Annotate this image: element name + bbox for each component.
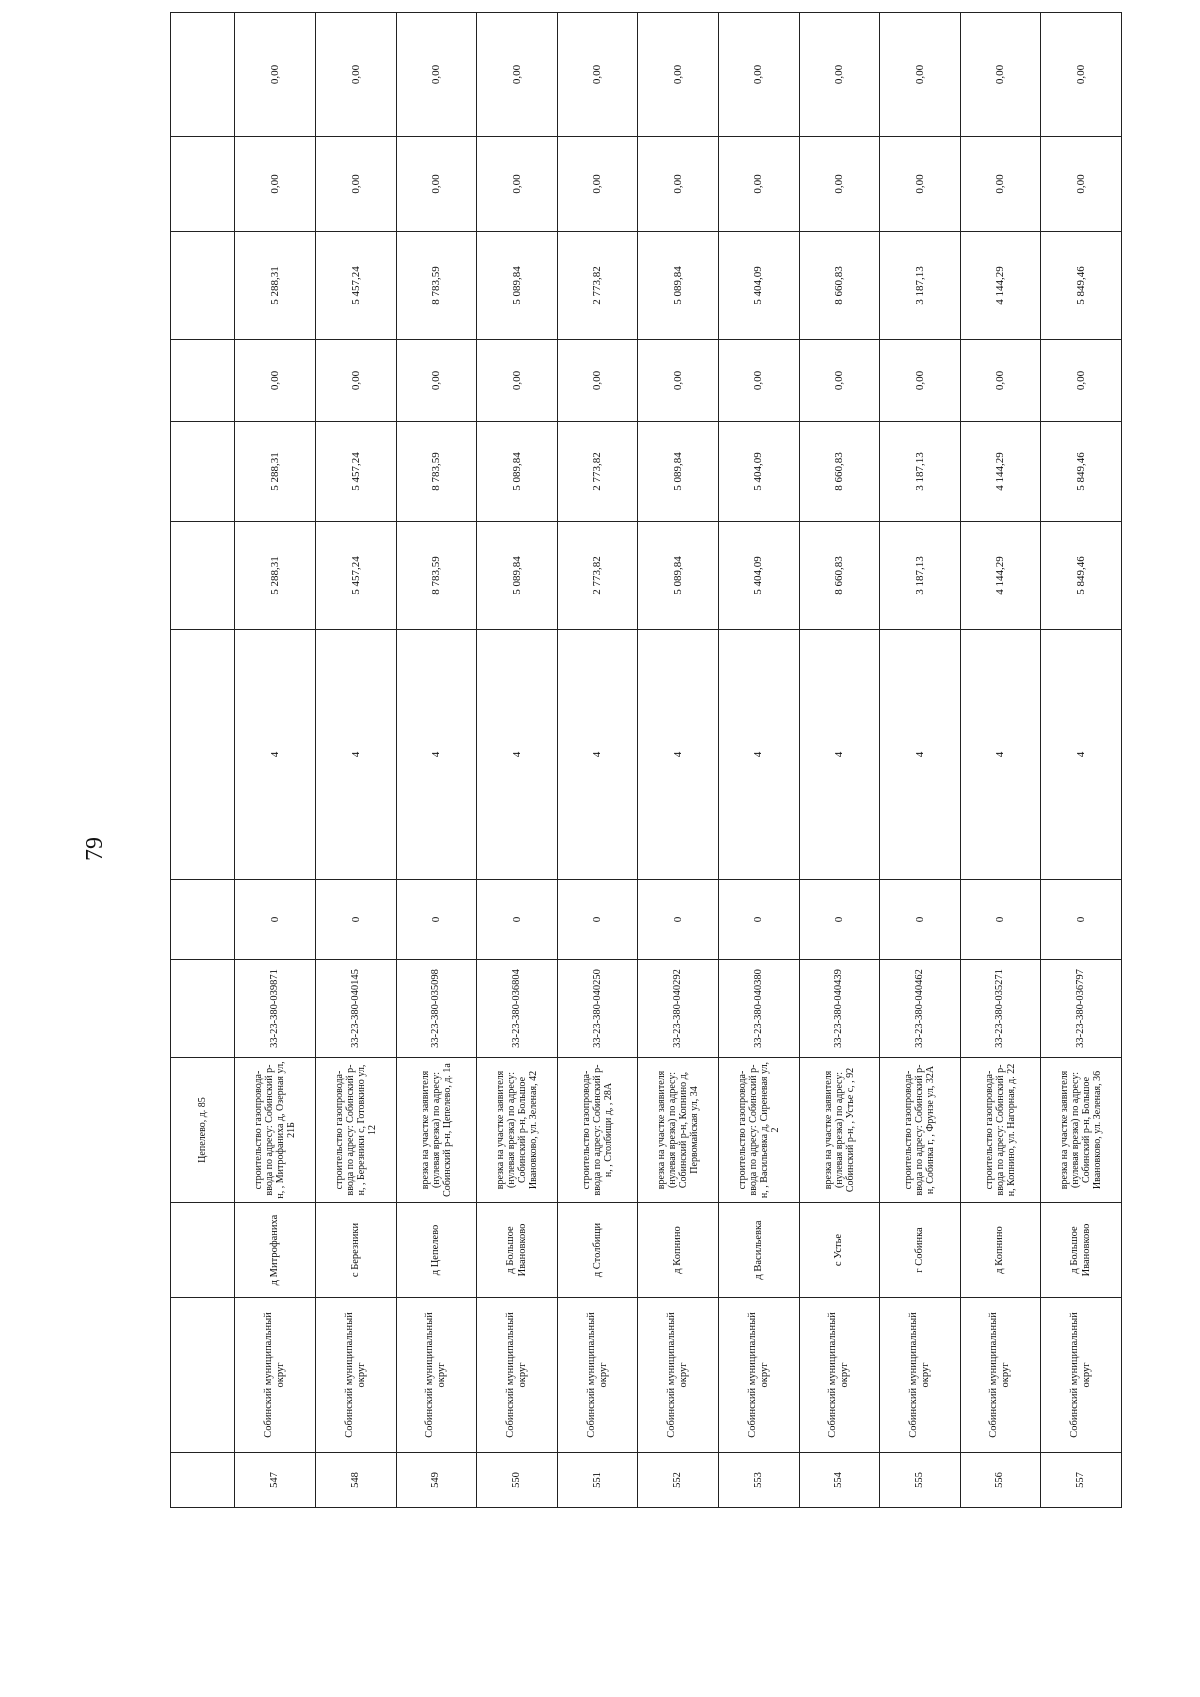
cell-code: 33-23-380-039871 bbox=[235, 960, 316, 1058]
cell-c8 bbox=[171, 522, 235, 630]
cell-c8: 4 144,29 bbox=[960, 522, 1041, 630]
cell-c12: 0,00 bbox=[316, 137, 397, 232]
cell-c6: 0 bbox=[235, 880, 316, 960]
cell-c12 bbox=[171, 137, 235, 232]
cell-c7: 4 bbox=[477, 630, 558, 880]
cell-c13: 0,00 bbox=[718, 13, 799, 137]
table-row bbox=[235, 13, 316, 1508]
table-row bbox=[799, 13, 880, 1508]
cell-c8: 8 783,59 bbox=[396, 522, 477, 630]
cell-settlement: д Копнино bbox=[638, 1203, 719, 1298]
cell-description: врезка на участке заявителя (нулевая врезка) по адресу: Собинский р-н, Копнино д, Первомайская ул, 34 bbox=[638, 1058, 719, 1203]
page-number: 79 bbox=[82, 837, 108, 861]
cell-c10: 0,00 bbox=[1041, 340, 1122, 422]
cell-district: Собинский муниципальный округ bbox=[235, 1298, 316, 1453]
cell-description: строительство газопровода-ввода по адресу: Собинский р-н, , Березники с, Готовкино ул, 12 bbox=[316, 1058, 397, 1203]
cell-no: 547 bbox=[235, 1453, 316, 1508]
cell-c7: 4 bbox=[316, 630, 397, 880]
cell-c8: 8 660,83 bbox=[799, 522, 880, 630]
cell-district: Собинский муниципальный округ bbox=[638, 1298, 719, 1453]
cell-c13: 0,00 bbox=[960, 13, 1041, 137]
cell-no: 556 bbox=[960, 1453, 1041, 1508]
cell-no: 552 bbox=[638, 1453, 719, 1508]
cell-no: 551 bbox=[557, 1453, 638, 1508]
cell-c13: 0,00 bbox=[316, 13, 397, 137]
cell-c6: 0 bbox=[1041, 880, 1122, 960]
cell-c10: 0,00 bbox=[477, 340, 558, 422]
cell-settlement: д Копнино bbox=[960, 1203, 1041, 1298]
cell-c11: 5 089,84 bbox=[638, 232, 719, 340]
table-row bbox=[960, 13, 1041, 1508]
rotated-table-container bbox=[170, 64, 1122, 1508]
cell-no bbox=[171, 1453, 235, 1508]
cell-c6: 0 bbox=[477, 880, 558, 960]
cell-c10: 0,00 bbox=[557, 340, 638, 422]
cell-c9: 4 144,29 bbox=[960, 422, 1041, 522]
cell-c12: 0,00 bbox=[799, 137, 880, 232]
table-row bbox=[316, 13, 397, 1508]
cell-c13: 0,00 bbox=[880, 13, 961, 137]
table-row bbox=[477, 13, 558, 1508]
cell-district: Собинский муниципальный округ bbox=[718, 1298, 799, 1453]
cell-c11: 5 457,24 bbox=[316, 232, 397, 340]
cell-c8: 3 187,13 bbox=[880, 522, 961, 630]
cell-c10 bbox=[171, 340, 235, 422]
cell-settlement: с Березники bbox=[316, 1203, 397, 1298]
cell-c12: 0,00 bbox=[235, 137, 316, 232]
cell-c11: 8 660,83 bbox=[799, 232, 880, 340]
cell-c9: 5 404,09 bbox=[718, 422, 799, 522]
cell-c6: 0 bbox=[638, 880, 719, 960]
cell-c12: 0,00 bbox=[477, 137, 558, 232]
cell-description: строительство газопровода-ввода по адресу: Собинский р-н, , Митрофаниха д, Озерная ул, 21Б bbox=[235, 1058, 316, 1203]
cell-c10: 0,00 bbox=[316, 340, 397, 422]
cell-c9: 5 089,84 bbox=[477, 422, 558, 522]
cell-settlement: д Большое Ивановково bbox=[1041, 1203, 1122, 1298]
cell-district: Собинский муниципальный округ bbox=[799, 1298, 880, 1453]
cell-district: Собинский муниципальный округ bbox=[396, 1298, 477, 1453]
cell-c7: 4 bbox=[396, 630, 477, 880]
table-row bbox=[638, 13, 719, 1508]
cell-description: строительство газопровода-ввода по адресу: Собинский р-н, Копнино, ул. Нагорная, д. 22 bbox=[960, 1058, 1041, 1203]
cell-c6 bbox=[171, 880, 235, 960]
cell-description: строительство газопровода-ввода по адресу: Собинский р-н, , Столбищи д, , 28А bbox=[557, 1058, 638, 1203]
cell-c6: 0 bbox=[960, 880, 1041, 960]
cell-settlement: д Столбищи bbox=[557, 1203, 638, 1298]
cell-district: Собинский муниципальный округ bbox=[316, 1298, 397, 1453]
cell-c12: 0,00 bbox=[396, 137, 477, 232]
cell-settlement: г Собинка bbox=[880, 1203, 961, 1298]
cell-c8: 5 288,31 bbox=[235, 522, 316, 630]
cell-c6: 0 bbox=[718, 880, 799, 960]
cell-district: Собинский муниципальный округ bbox=[960, 1298, 1041, 1453]
cell-description: строительство газопровода-ввода по адресу: Собинский р-н, , Васильевка д, Сиреневая ул, 2 bbox=[718, 1058, 799, 1203]
cell-c8: 2 773,82 bbox=[557, 522, 638, 630]
cell-c7: 4 bbox=[718, 630, 799, 880]
cell-c7 bbox=[171, 630, 235, 880]
cell-no: 553 bbox=[718, 1453, 799, 1508]
cell-c11: 8 783,59 bbox=[396, 232, 477, 340]
cell-code: 33-23-380-040145 bbox=[316, 960, 397, 1058]
cell-description: врезка на участке заявителя (нулевая врезка) по адресу: Собинский р-н, Большое Ивановково, ул. Зеленая, 36 bbox=[1041, 1058, 1122, 1203]
cell-c9: 8 660,83 bbox=[799, 422, 880, 522]
cell-c13: 0,00 bbox=[557, 13, 638, 137]
cell-no: 550 bbox=[477, 1453, 558, 1508]
cell-no: 557 bbox=[1041, 1453, 1122, 1508]
cell-c11: 5 404,09 bbox=[718, 232, 799, 340]
cell-description: врезка на участке заявителя (нулевая врезка) по адресу: Собинский р-н, Большое Ивановково, ул. Зеленая, 42 bbox=[477, 1058, 558, 1203]
cell-c8: 5 089,84 bbox=[477, 522, 558, 630]
cell-c9: 5 457,24 bbox=[316, 422, 397, 522]
cell-district bbox=[171, 1298, 235, 1453]
cell-c13: 0,00 bbox=[235, 13, 316, 137]
cell-no: 548 bbox=[316, 1453, 397, 1508]
cell-district: Собинский муниципальный округ bbox=[477, 1298, 558, 1453]
cell-district: Собинский муниципальный округ bbox=[557, 1298, 638, 1453]
cell-settlement bbox=[171, 1203, 235, 1298]
cell-c9: 5 849,46 bbox=[1041, 422, 1122, 522]
cell-c6: 0 bbox=[316, 880, 397, 960]
cell-no: 555 bbox=[880, 1453, 961, 1508]
cell-c11: 5 849,46 bbox=[1041, 232, 1122, 340]
cell-c7: 4 bbox=[1041, 630, 1122, 880]
cell-c8: 5 849,46 bbox=[1041, 522, 1122, 630]
cell-description: врезка на участке заявителя (нулевая врезка) по адресу: Собинский р-н, Цепелево, д. 1а bbox=[396, 1058, 477, 1203]
cell-code: 33-23-380-036804 bbox=[477, 960, 558, 1058]
cell-code: 33-23-380-035271 bbox=[960, 960, 1041, 1058]
cell-c13: 0,00 bbox=[477, 13, 558, 137]
cell-code: 33-23-380-040250 bbox=[557, 960, 638, 1058]
cell-c12: 0,00 bbox=[638, 137, 719, 232]
cell-c7: 4 bbox=[799, 630, 880, 880]
cell-c12: 0,00 bbox=[880, 137, 961, 232]
cell-c6: 0 bbox=[880, 880, 961, 960]
table-row bbox=[557, 13, 638, 1508]
cell-settlement: д Митрофаниха bbox=[235, 1203, 316, 1298]
cell-c13: 0,00 bbox=[396, 13, 477, 137]
cell-c8: 5 089,84 bbox=[638, 522, 719, 630]
cell-c13: 0,00 bbox=[1041, 13, 1122, 137]
cell-c11: 2 773,82 bbox=[557, 232, 638, 340]
cell-c10: 0,00 bbox=[638, 340, 719, 422]
cell-c12: 0,00 bbox=[718, 137, 799, 232]
cell-no: 554 bbox=[799, 1453, 880, 1508]
cell-c10: 0,00 bbox=[235, 340, 316, 422]
cell-c10: 0,00 bbox=[880, 340, 961, 422]
cell-c9: 5 288,31 bbox=[235, 422, 316, 522]
cell-c11: 3 187,13 bbox=[880, 232, 961, 340]
cell-c12: 0,00 bbox=[557, 137, 638, 232]
table-row-header bbox=[171, 13, 235, 1508]
table-row bbox=[718, 13, 799, 1508]
cell-c6: 0 bbox=[557, 880, 638, 960]
cell-c10: 0,00 bbox=[396, 340, 477, 422]
cell-description: Цепелево, д. 85 bbox=[171, 1058, 235, 1203]
cell-code: 33-23-380-036797 bbox=[1041, 960, 1122, 1058]
cell-c7: 4 bbox=[557, 630, 638, 880]
cell-c8: 5 457,24 bbox=[316, 522, 397, 630]
data-table bbox=[170, 12, 1122, 1508]
cell-description: врезка на участке заявителя (нулевая врезка) по адресу: Собинский р-н, , Устье с, , 92 bbox=[799, 1058, 880, 1203]
cell-code: 33-23-380-040380 bbox=[718, 960, 799, 1058]
table-row bbox=[1041, 13, 1122, 1508]
cell-c7: 4 bbox=[235, 630, 316, 880]
cell-c9: 2 773,82 bbox=[557, 422, 638, 522]
cell-code: 33-23-380-035098 bbox=[396, 960, 477, 1058]
cell-settlement: с Устье bbox=[799, 1203, 880, 1298]
cell-c7: 4 bbox=[960, 630, 1041, 880]
cell-settlement: д Васильевка bbox=[718, 1203, 799, 1298]
table-row bbox=[396, 13, 477, 1508]
cell-code bbox=[171, 960, 235, 1058]
cell-c12: 0,00 bbox=[1041, 137, 1122, 232]
cell-settlement: д Большое Ивановково bbox=[477, 1203, 558, 1298]
cell-no: 549 bbox=[396, 1453, 477, 1508]
cell-c9: 5 089,84 bbox=[638, 422, 719, 522]
cell-c11: 5 288,31 bbox=[235, 232, 316, 340]
cell-description: строительство газопровода-ввода по адресу: Собинский р-н, Собинка г, , Фрунзе ул, 32А bbox=[880, 1058, 961, 1203]
cell-c12: 0,00 bbox=[960, 137, 1041, 232]
cell-c11 bbox=[171, 232, 235, 340]
cell-code: 33-23-380-040462 bbox=[880, 960, 961, 1058]
cell-c13 bbox=[171, 13, 235, 137]
cell-district: Собинский муниципальный округ bbox=[880, 1298, 961, 1453]
cell-c9: 8 783,59 bbox=[396, 422, 477, 522]
cell-c10: 0,00 bbox=[960, 340, 1041, 422]
cell-settlement: д Цепелево bbox=[396, 1203, 477, 1298]
cell-c7: 4 bbox=[880, 630, 961, 880]
cell-c9 bbox=[171, 422, 235, 522]
cell-c10: 0,00 bbox=[718, 340, 799, 422]
cell-c11: 5 089,84 bbox=[477, 232, 558, 340]
cell-c11: 4 144,29 bbox=[960, 232, 1041, 340]
cell-c9: 3 187,13 bbox=[880, 422, 961, 522]
cell-c13: 0,00 bbox=[638, 13, 719, 137]
cell-code: 33-23-380-040292 bbox=[638, 960, 719, 1058]
cell-code: 33-23-380-040439 bbox=[799, 960, 880, 1058]
cell-c13: 0,00 bbox=[799, 13, 880, 137]
table-row bbox=[880, 13, 961, 1508]
cell-c8: 5 404,09 bbox=[718, 522, 799, 630]
cell-c7: 4 bbox=[638, 630, 719, 880]
cell-c10: 0,00 bbox=[799, 340, 880, 422]
cell-district: Собинский муниципальный округ bbox=[1041, 1298, 1122, 1453]
cell-c6: 0 bbox=[396, 880, 477, 960]
cell-c6: 0 bbox=[799, 880, 880, 960]
